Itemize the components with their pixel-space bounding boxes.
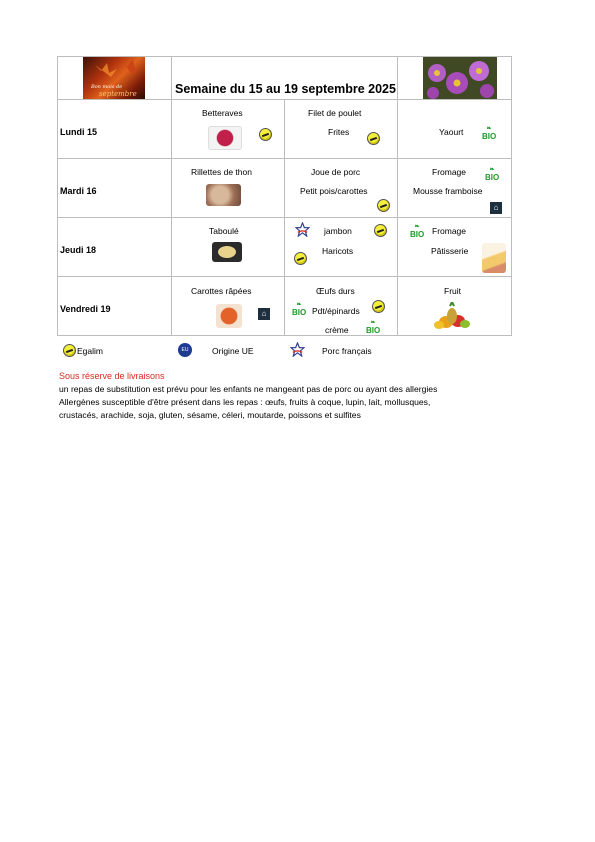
legend-egalim-label: Egalim	[77, 346, 103, 356]
day-label: Lundi 15	[60, 127, 98, 137]
grated-carrots-image	[216, 304, 242, 328]
legend-eu-label: Origine UE	[212, 346, 254, 356]
allergens-note-line1: Allergènes susceptible d'être présent dans les repas : œufs, fruits à coque, lupin, lait, mollusques,	[59, 397, 431, 407]
tabbouleh-image	[212, 242, 242, 262]
menu-item: Fromage	[432, 167, 467, 177]
menu-item: Frites	[328, 127, 350, 137]
menu-item: Betteraves	[202, 108, 243, 118]
egalim-icon	[63, 344, 76, 357]
menu-item: Haricots	[322, 246, 354, 256]
svg-text:Bon mois de: Bon mois de	[91, 84, 123, 90]
day-label: Jeudi 18	[60, 245, 97, 255]
day-cell	[58, 218, 172, 277]
menu-item: Taboulé	[209, 226, 239, 236]
bio-icon: ❧ BIO	[410, 224, 425, 239]
bio-icon: ❧ BIO	[366, 320, 381, 335]
bio-icon: ❧ BIO	[292, 302, 307, 317]
page-title: Semaine du 15 au 19 septembre 2025	[175, 82, 396, 96]
eu-icon: EU	[178, 343, 192, 357]
menu-item: Yaourt	[439, 127, 464, 137]
beet-salad-image	[208, 126, 242, 150]
svg-text:septembre: septembre	[99, 90, 137, 98]
day-label: Mardi 16	[60, 186, 97, 196]
menu-item: Œufs durs	[316, 286, 355, 296]
legend-porc-label: Porc français	[322, 346, 372, 356]
menu-item: Carottes râpées	[191, 286, 252, 296]
menu-item: Fruit	[444, 286, 461, 296]
day-cell	[58, 159, 172, 218]
egalim-icon	[367, 132, 380, 145]
tuna-rillettes-image	[206, 184, 241, 206]
home-made-icon: ⌂	[258, 308, 270, 320]
egalim-icon	[372, 300, 385, 313]
porc-francais-icon	[295, 222, 310, 237]
egalim-icon	[377, 199, 390, 212]
menu-item: Pdt/épinards	[312, 306, 360, 316]
allergens-note-line2: crustacés, arachide, soja, gluten, sésame, céleri, moutarde, poissons et sulfites	[59, 410, 361, 420]
delivery-warning: Sous réserve de livraisons	[59, 371, 165, 381]
home-made-icon: ⌂	[490, 202, 502, 214]
bio-icon: ❧ BIO	[485, 167, 500, 182]
menu-item: Fromage	[432, 226, 467, 236]
bio-icon: ❧ BIO	[482, 126, 497, 141]
fruit-basket-image	[432, 302, 472, 330]
header-cell-left	[58, 57, 172, 100]
header-cell-right	[398, 57, 512, 100]
substitution-note: un repas de substitution est prévu pour les enfants ne mangeant pas de porc ou ayant des allergies	[59, 384, 438, 394]
menu-item: Joue de porc	[311, 167, 361, 177]
pastry-image	[482, 243, 506, 273]
menu-item: jambon	[324, 226, 352, 236]
menu-item: Rillettes de thon	[191, 167, 252, 177]
egalim-icon	[294, 252, 307, 265]
egalim-icon	[374, 224, 387, 237]
purple-asters-image	[423, 57, 497, 99]
menu-item: Filet de poulet	[308, 108, 362, 118]
egalim-icon	[259, 128, 272, 141]
day-label: Vendredi 19	[60, 304, 111, 314]
menu-item: crème	[325, 325, 349, 335]
menu-item: Petit pois/carottes	[300, 186, 368, 196]
autumn-leaves-logo	[83, 57, 145, 99]
porc-francais-icon	[290, 342, 305, 357]
menu-item: Mousse framboise	[413, 186, 483, 196]
day-cell	[58, 100, 172, 159]
menu-item: Pâtisserie	[431, 246, 469, 256]
day-cell	[58, 277, 172, 336]
